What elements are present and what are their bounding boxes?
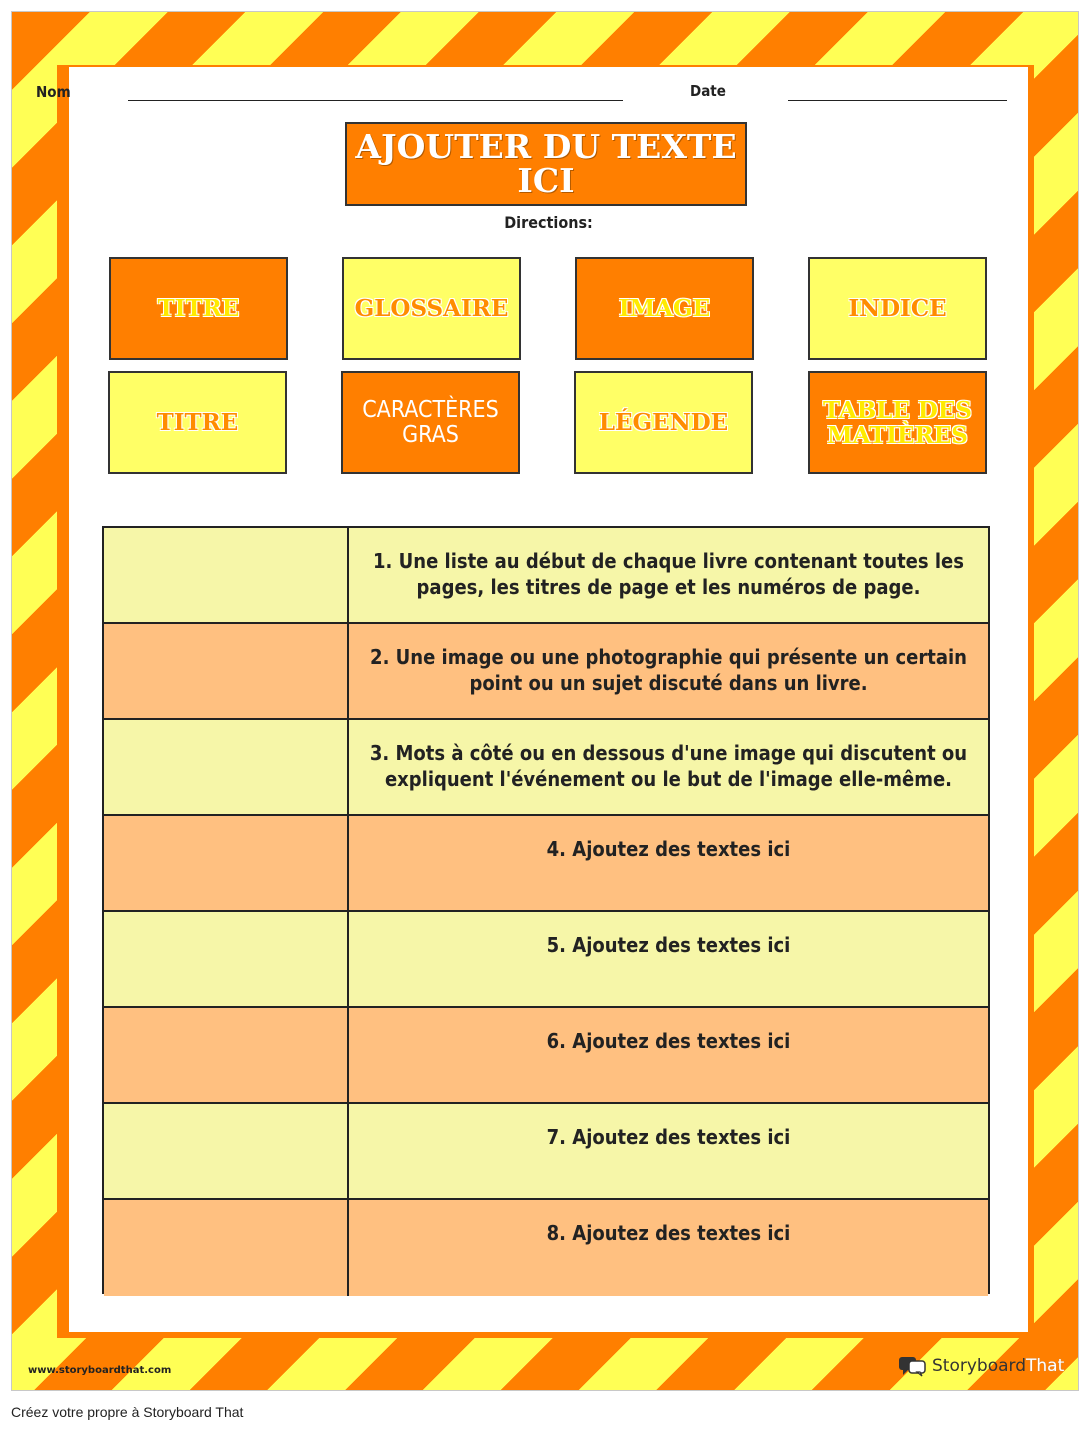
directions-label: Directions: [504, 213, 593, 232]
table-row [104, 720, 988, 816]
definition-cell: 6. Ajoutez des textes ici [349, 1008, 988, 1102]
table-row [104, 816, 988, 912]
word-card-glossary: GLOSSAIRE [342, 257, 521, 360]
logo-text-light: That [1026, 1356, 1065, 1376]
definition-cell: 4. Ajoutez des textes ici [349, 816, 988, 910]
worksheet-content [36, 67, 1028, 1332]
answer-cell[interactable] [104, 528, 349, 622]
table-row [104, 528, 988, 624]
answer-cell[interactable] [104, 624, 349, 718]
table-row [104, 624, 988, 720]
answer-cell[interactable] [104, 1008, 349, 1102]
date-label: Date [690, 82, 726, 100]
answer-cell[interactable] [104, 912, 349, 1006]
table-row [104, 1104, 988, 1200]
logo-text [932, 1356, 1064, 1376]
logo-text-dark: Storyboard [932, 1356, 1026, 1376]
word-card-image: IMAGE [575, 257, 754, 360]
word-card-caption: LÉGENDE [574, 371, 753, 474]
definition-cell: 2. Une image ou une photographie qui présente un certain point ou un sujet discuté dans un livre. [349, 624, 988, 718]
name-label: Nom [36, 83, 71, 101]
table-row [104, 912, 988, 1008]
word-card-index: INDICE [808, 257, 987, 360]
storyboardthat-logo[interactable] [898, 1353, 1064, 1379]
speech-bubbles-icon [898, 1355, 926, 1377]
definition-cell: 1. Une liste au début de chaque livre contenant toutes les pages, les titres de page et les numéros de page. [349, 528, 988, 622]
answer-cell[interactable] [104, 1200, 349, 1296]
definition-cell: 3. Mots à côté ou en dessous d'une image qui discutent ou expliquent l'événement ou le but de l'image elle-même. [349, 720, 988, 814]
answer-cell[interactable] [104, 816, 349, 910]
word-card-heading: TITRE [108, 371, 287, 474]
definition-cell: 5. Ajoutez des textes ici [349, 912, 988, 1006]
caption[interactable]: Créez votre propre à Storyboard That [11, 1404, 244, 1420]
word-card-table-of-contents: TABLE DES MATIÈRES [808, 371, 987, 474]
table-row [104, 1008, 988, 1104]
word-card-title: TITRE [109, 257, 288, 360]
table-row [104, 1200, 988, 1296]
page-title: AJOUTER DU TEXTE ICI [345, 122, 747, 206]
word-card-bold-text: CARACTÈRES GRAS [341, 371, 520, 474]
answer-cell[interactable] [104, 1104, 349, 1198]
footer-url[interactable]: www.storyboardthat.com [28, 1365, 172, 1376]
answer-cell[interactable] [104, 720, 349, 814]
definition-cell: 8. Ajoutez des textes ici [349, 1200, 988, 1296]
worksheet [11, 11, 1079, 1391]
definitions-table [102, 526, 990, 1294]
word-bank [69, 67, 1028, 497]
definition-cell: 7. Ajoutez des textes ici [349, 1104, 988, 1198]
